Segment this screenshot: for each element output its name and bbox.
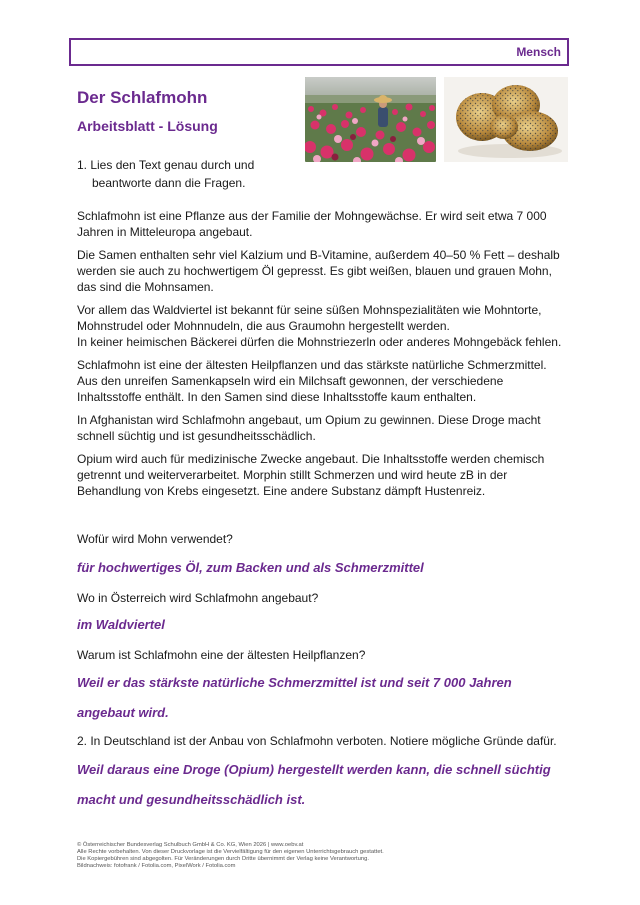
paragraph: Die Samen enthalten sehr viel Kalzium und B-Vitamine, außerdem 40–50 % Fett – deshalb werden sie auch zu hochwertigem Öl gepresst. Es gibt weißen, blauen und grauen Mohn, das sind die Mohnsamen.: [77, 248, 560, 294]
footer-line: © Österreichischer Bundesverlag Schulbuch GmbH & Co. KG, Wien 2026 | www.oebv.at: [77, 842, 304, 848]
answer-4-line-2: macht und gesundheitsschädlich ist.: [77, 792, 306, 807]
paragraph: Opium wird auch für medizinische Zwecke angebaut. Die Inhaltsstoffe werden chemisch getrennt und weiterverarbeitet. Morphin stillt Schmerzen und wird heute zB in der Behandlung von Krebs eingesetzt. Eine andere Substanz dämpft Hustenreiz.: [77, 452, 545, 498]
paragraph: In Afghanistan wird Schlafmohn angebaut, um Opium zu gewinnen. Diese Droge macht schnell süchtig und ist gesundheitsschädlich.: [77, 413, 541, 443]
paragraph: Schlafmohn ist eine der ältesten Heilpflanzen und das stärkste natürliche Schmerzmittel. Aus den unreifen Samenkapseln wird ein Milchsaft gewonnen, der verschiedene Inhaltsstoffe enthält. In den Samen sind diese Inhaltsstoffe kaum enthalten.: [77, 358, 547, 404]
task-1-instruction: [77, 156, 297, 192]
footer-line: Alle Rechte vorbehalten. Von dieser Druckvorlage ist die Vervielfältigung für den eigenen Unterrichtsgebrauch gestattet.: [77, 849, 384, 855]
task-2-instruction: 2. In Deutschland ist der Anbau von Schlafmohn verboten. Notiere mögliche Gründe dafür.: [77, 734, 557, 748]
reading-text: [77, 208, 567, 506]
footer-copyright: [77, 842, 557, 870]
poppy-field-photo: [305, 77, 436, 162]
answer-3-line-2: angebaut wird.: [77, 705, 169, 720]
poppy-bread-photo: [444, 77, 568, 162]
answer-2: im Waldviertel: [77, 617, 165, 632]
question-2: Wo in Österreich wird Schlafmohn angebaut?: [77, 591, 319, 605]
paragraph: Vor allem das Waldviertel ist bekannt für seine süßen Mohnspezialitäten wie Mohntorte, Mohnstrudel oder Mohnnudeln, die aus Graumohn hergestellt werden. In keiner heimischen Bäckerei dürfen die Mohnstriezerln oder anderes Mohngebäck fehlen.: [77, 303, 562, 349]
question-1: Wofür wird Mohn verwendet?: [77, 532, 233, 546]
task-1-line-2: beantworte dann die Fragen.: [92, 176, 246, 190]
footer-line: Bildnachweis: fotofrank / Fotolia.com, PixelWork / Fotolia.com: [77, 863, 236, 869]
footer-line: Die Kopiergebühren sind abgegolten. Für Veränderungen durch Dritte übernimmt der Verlag keine Verantwortung.: [77, 856, 369, 862]
header-box: [69, 38, 569, 66]
paragraph: Schlafmohn ist eine Pflanze aus der Familie der Mohngewächse. Er wird seit etwa 7 000 Jahren in Mitteleuropa angebaut.: [77, 209, 547, 239]
answer-3-line-1: Weil er das stärkste natürliche Schmerzmittel ist und seit 7 000 Jahren: [77, 675, 512, 690]
answer-4-line-1: Weil daraus eine Droge (Opium) hergestellt werden kann, die schnell süchtig: [77, 762, 551, 777]
subject-label: Mensch: [516, 45, 561, 59]
task-1-line-1: 1. Lies den Text genau durch und: [77, 158, 255, 172]
question-3: Warum ist Schlafmohn eine der ältesten Heilpflanzen?: [77, 648, 366, 662]
answer-1: für hochwertiges Öl, zum Backen und als Schmerzmittel: [77, 560, 424, 575]
page-subtitle: Arbeitsblatt - Lösung: [77, 118, 218, 134]
page-title: Der Schlafmohn: [77, 88, 208, 107]
